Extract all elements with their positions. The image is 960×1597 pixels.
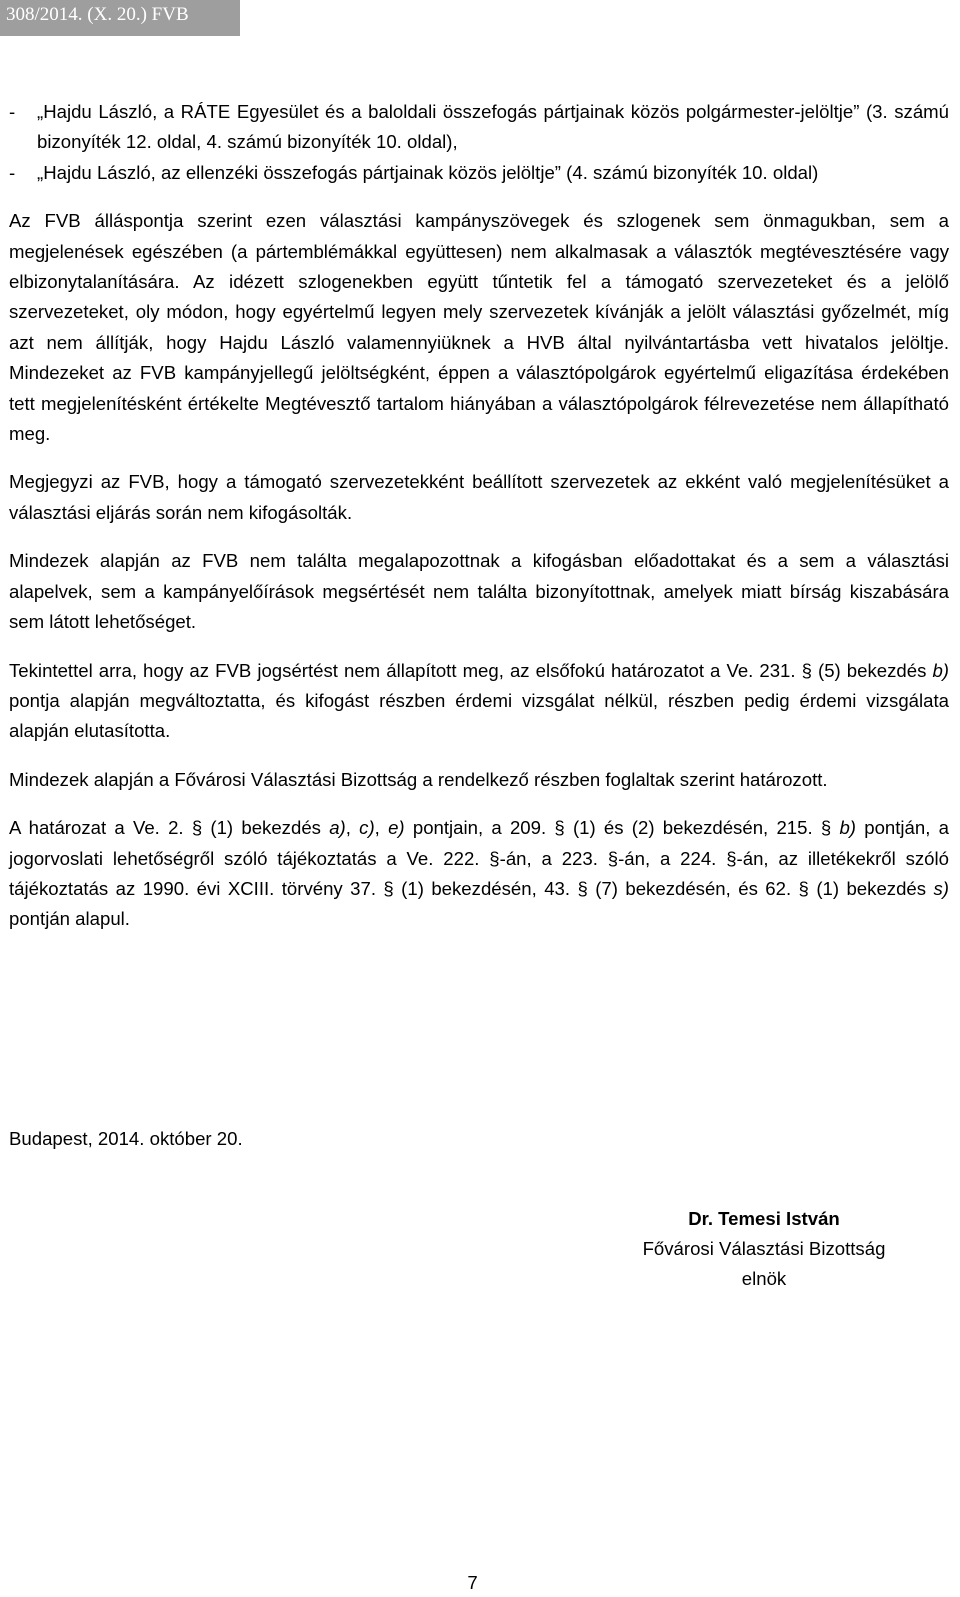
signatory-organization: Fővárosi Választási Bizottság — [642, 1238, 886, 1259]
list-item — [9, 97, 949, 158]
paragraph-fvb-position: Az FVB álláspontja szerint ezen választási kampányszövegek és szlogenek sem önmagukban, sem a megjelenések egészében (a pártemblémákkal együttesen) nem alkalmasak a választók megtévesztésére vagy elbizonytalanítására. Az idézett szlogenekben együtt tűntetik fel a támogató szervezeteket és a jelölő szervezeteket, oly módon, hogy egyértelmű legyen mely szervezetek kívánják a jelölt választási győzelmét, míg azt nem állítják, hogy Hajdu László valamennyiüknek a HVB által nyilvántartásba vett hivatalos jelöltje. Mindezeket az FVB kampányjellegű jelöltségként, éppen a választópolgárok egyértelmű eligazítása érdekében tett megjelenítésként értékelte Megtévesztő tartalom hiányában a választópolgárok félrevezetése nem állapítható meg. — [9, 210, 949, 445]
legal-basis-text: , — [345, 817, 360, 839]
date-place-line: Budapest, 2014. október 20. — [9, 1128, 243, 1149]
document-number-header: 308/2014. (X. 20.) FVB — [6, 4, 189, 25]
legal-point-label: b) — [839, 817, 856, 839]
decision-text-start: Tekintettel arra, hogy az FVB jogsértést nem állapított meg, az elsőfokú határozatot a Ve. 231. § (5) bekezdés — [9, 659, 933, 681]
list-item — [9, 158, 949, 188]
legal-point-label: c) — [359, 817, 375, 839]
legal-basis-text: , — [374, 817, 389, 839]
list-dash: - — [9, 161, 16, 183]
paragraph-conclusion: Mindezek alapján az FVB nem találta megalapozottnak a kifogásban előadottakat és a sem a választási alapelvek, sem a kampányelőírások megsértését nem találta bizonyítottnak, amelyek miatt bírság kiszabására sem látott lehetőséget. — [9, 550, 949, 633]
list-item-text: „Hajdu László, az ellenzéki összefogás pártjainak közös jelöltje” (4. számú bizonyíték 10. oldal) — [37, 161, 819, 183]
paragraph-fvb-note: Megjegyzi az FVB, hogy a támogató szervezetekként beállított szervezetek az ekként való megjelenítésüket a választási eljárás során nem kifogásolták. — [9, 471, 949, 523]
legal-basis-text: A határozat a Ve. 2. § (1) bekezdés — [9, 817, 330, 839]
decision-text-end: pontja alapján megváltoztatta, és kifogást részben érdemi vizsgálat nélkül, részben pedig érdemi vizsgálata alapján elutasította. — [9, 689, 949, 742]
list-dash: - — [9, 101, 16, 122]
paragraph-legal-basis — [9, 813, 949, 935]
signatory-role: elnök — [741, 1268, 787, 1289]
legal-point-label: a) — [329, 817, 346, 839]
page-number: 7 — [467, 1572, 478, 1593]
signature-block — [608, 1204, 920, 1294]
legal-point-label: e) — [388, 817, 405, 839]
legal-basis-text: pontjain, a 209. § (1) és (2) bekezdésén, 215. § — [404, 817, 840, 839]
legal-basis-text: pontján, a jogorvoslati lehetőségről szóló tájékoztatás a Ve. 222. §-án, a 223. §-án, a 224. §-án, az illetékekről szóló tájékoztatás az 1990. évi XCIII. törvény 37. § (1) bekezdésén, 43. § (7) bekezdésén, és 62. § (1) bekezdés — [9, 817, 949, 899]
signatory-name: Dr. Temesi István — [688, 1208, 840, 1229]
legal-point-label: s) — [933, 877, 949, 899]
paragraph-decision — [9, 656, 949, 747]
paragraph-decided: Mindezek alapján a Fővárosi Választási Bizottság a rendelkező részben foglaltak szerint határozott. — [9, 768, 828, 790]
legal-basis-text: pontján alapul. — [9, 908, 130, 930]
list-item-text: „Hajdu László, a RÁTE Egyesület és a baloldali összefogás pártjainak közös polgármester-jelöltje” (3. számú bizonyíték 12. oldal, 4. számú bizonyíték 10. oldal), — [37, 101, 949, 153]
decision-point-label: b) — [932, 659, 949, 681]
header-bar — [0, 0, 240, 36]
document-body — [9, 97, 949, 935]
